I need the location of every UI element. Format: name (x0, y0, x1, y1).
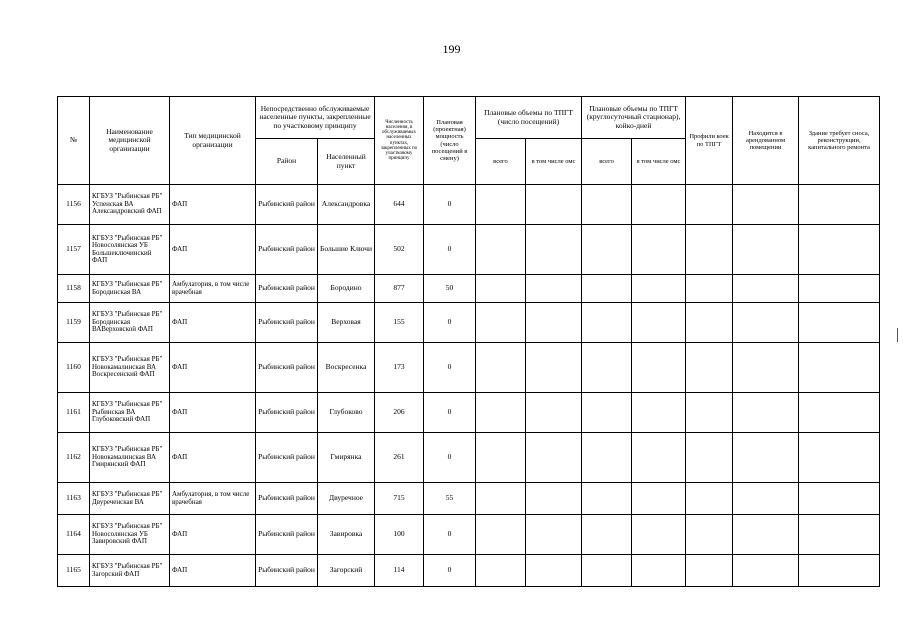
header-tpgt-hospital: Плановые объемы по ТПГТ (круглосуточный стационар), койко-дней (582, 97, 686, 139)
org-name-cell: КГБУЗ "Рыбинская РБ" Рыбинская ВА Глубоковский ФАП (90, 393, 170, 433)
header-org-type: Тип медицинской организации (170, 97, 256, 185)
hospital-total-cell (582, 433, 632, 483)
population-cell: 206 (375, 393, 424, 433)
header-org-name: Наименование медицинской организации (90, 97, 170, 185)
hospital-oms-cell (632, 515, 686, 555)
org-type-cell: ФАП (170, 225, 256, 275)
header-hospital-total: всего (582, 139, 632, 185)
org-name-cell: КГБУЗ "Рыбинская РБ" Бородинская ВА (90, 275, 170, 303)
visits-total-cell (476, 483, 526, 515)
beds-profile-cell (686, 393, 733, 433)
org-type-cell: ФАП (170, 303, 256, 343)
hospital-oms-cell (632, 303, 686, 343)
row-number: 1161 (58, 393, 90, 433)
beds-profile-cell (686, 225, 733, 275)
leased-cell (733, 393, 799, 433)
table-row (58, 433, 880, 483)
leased-cell (733, 225, 799, 275)
header-demolition: Здание требует сноса, реконструкции, капитального ремонта (799, 97, 880, 185)
hospital-total-cell (582, 393, 632, 433)
table-row (58, 393, 880, 433)
org-type-cell: Амбулатория, в том числе врачебная (170, 483, 256, 515)
population-cell: 173 (375, 343, 424, 393)
beds-profile-cell (686, 483, 733, 515)
header-no: № (58, 97, 90, 185)
leased-cell (733, 515, 799, 555)
visits-oms-cell (526, 433, 582, 483)
margin-mark (897, 328, 898, 342)
leased-cell (733, 483, 799, 515)
org-type-cell: ФАП (170, 555, 256, 587)
table-row (58, 303, 880, 343)
visits-total-cell (476, 185, 526, 225)
settlement-cell: Большие Ключи (318, 225, 375, 275)
population-cell: 715 (375, 483, 424, 515)
visits-oms-cell (526, 515, 582, 555)
table-row (58, 275, 880, 303)
capacity-cell: 0 (424, 303, 476, 343)
header-visits-oms: в том числе омс (526, 139, 582, 185)
visits-total-cell (476, 393, 526, 433)
visits-total-cell (476, 275, 526, 303)
district-cell: Рыбинский район (256, 393, 318, 433)
hospital-total-cell (582, 343, 632, 393)
beds-profile-cell (686, 515, 733, 555)
beds-profile-cell (686, 185, 733, 225)
table-row (58, 185, 880, 225)
demolition-cell (799, 225, 880, 275)
capacity-cell: 0 (424, 393, 476, 433)
population-cell: 644 (375, 185, 424, 225)
header-hospital-oms: в том числе омс (632, 139, 686, 185)
hospital-oms-cell (632, 225, 686, 275)
header-beds-profile: Профили коек по ТПГТ (686, 97, 733, 185)
leased-cell (733, 275, 799, 303)
visits-total-cell (476, 555, 526, 587)
hospital-total-cell (582, 483, 632, 515)
org-name-cell: КГБУЗ "Рыбинская РБ" Двуреченская ВА (90, 483, 170, 515)
demolition-cell (799, 343, 880, 393)
org-name-cell: КГБУЗ "Рыбинская РБ" Новосолянская УБ Завировский ФАП (90, 515, 170, 555)
visits-total-cell (476, 225, 526, 275)
leased-cell (733, 555, 799, 587)
row-number: 1165 (58, 555, 90, 587)
header-population: Численность населения, в обслуживаемых населенных пунктах, закрепленных по участковому принципу (375, 97, 424, 185)
district-cell: Рыбинский район (256, 185, 318, 225)
beds-profile-cell (686, 275, 733, 303)
org-type-cell: ФАП (170, 185, 256, 225)
leased-cell (733, 343, 799, 393)
visits-oms-cell (526, 555, 582, 587)
demolition-cell (799, 515, 880, 555)
org-type-cell: Амбулатория, в том числе врачебная (170, 275, 256, 303)
capacity-cell: 0 (424, 225, 476, 275)
beds-profile-cell (686, 433, 733, 483)
visits-oms-cell (526, 185, 582, 225)
settlement-cell: Верховая (318, 303, 375, 343)
visits-oms-cell (526, 225, 582, 275)
settlement-cell: Гмирянка (318, 433, 375, 483)
row-number: 1162 (58, 433, 90, 483)
settlement-cell: Воскресенка (318, 343, 375, 393)
header-visits-total: всего (476, 139, 526, 185)
header-settlement: Населенный пункт (318, 139, 375, 185)
settlement-cell: Завировка (318, 515, 375, 555)
settlement-cell: Двуречное (318, 483, 375, 515)
demolition-cell (799, 483, 880, 515)
hospital-total-cell (582, 225, 632, 275)
demolition-cell (799, 393, 880, 433)
table-row (58, 483, 880, 515)
leased-cell (733, 303, 799, 343)
hospital-oms-cell (632, 185, 686, 225)
leased-cell (733, 185, 799, 225)
settlement-cell: Глубоково (318, 393, 375, 433)
demolition-cell (799, 275, 880, 303)
header-district: Район (256, 139, 318, 185)
district-cell: Рыбинский район (256, 225, 318, 275)
org-name-cell: КГБУЗ "Рыбинская РБ" Загорский ФАП (90, 555, 170, 587)
visits-oms-cell (526, 343, 582, 393)
visits-total-cell (476, 515, 526, 555)
org-name-cell: КГБУЗ "Рыбинская РБ" Бородинская ВАВерховской ФАП (90, 303, 170, 343)
hospital-oms-cell (632, 555, 686, 587)
district-cell: Рыбинский район (256, 555, 318, 587)
org-name-cell: КГБУЗ "Рыбинская РБ" Новокамалинская ВА Гмирянский ФАП (90, 433, 170, 483)
row-number: 1160 (58, 343, 90, 393)
org-type-cell: ФАП (170, 515, 256, 555)
header-tpgt-visits: Плановые объемы по ТПГТ (число посещений) (476, 97, 582, 139)
row-number: 1158 (58, 275, 90, 303)
population-cell: 100 (375, 515, 424, 555)
demolition-cell (799, 555, 880, 587)
demolition-cell (799, 303, 880, 343)
hospital-total-cell (582, 555, 632, 587)
population-cell: 114 (375, 555, 424, 587)
hospital-oms-cell (632, 275, 686, 303)
visits-total-cell (476, 303, 526, 343)
capacity-cell: 0 (424, 515, 476, 555)
row-number: 1163 (58, 483, 90, 515)
header-leased: Находится в арендованном помещении (733, 97, 799, 185)
visits-oms-cell (526, 483, 582, 515)
demolition-cell (799, 185, 880, 225)
beds-profile-cell (686, 303, 733, 343)
population-cell: 502 (375, 225, 424, 275)
district-cell: Рыбинский район (256, 433, 318, 483)
org-name-cell: КГБУЗ "Рыбинская РБ" Новокамалинская ВА Воскресенский ФАП (90, 343, 170, 393)
settlement-cell: Александровка (318, 185, 375, 225)
district-cell: Рыбинский район (256, 515, 318, 555)
capacity-cell: 0 (424, 433, 476, 483)
capacity-cell: 55 (424, 483, 476, 515)
hospital-oms-cell (632, 433, 686, 483)
settlement-cell: Загорский (318, 555, 375, 587)
population-cell: 261 (375, 433, 424, 483)
hospital-oms-cell (632, 393, 686, 433)
table-row (58, 225, 880, 275)
table-row (58, 555, 880, 587)
row-number: 1157 (58, 225, 90, 275)
hospital-oms-cell (632, 343, 686, 393)
hospital-total-cell (582, 515, 632, 555)
visits-oms-cell (526, 275, 582, 303)
hospital-total-cell (582, 185, 632, 225)
header-served: Непосредственно обслуживаемые населенные пункты, закрепленные по участковому принципу (256, 97, 375, 139)
population-cell: 877 (375, 275, 424, 303)
hospital-total-cell (582, 303, 632, 343)
capacity-cell: 0 (424, 343, 476, 393)
district-cell: Рыбинский район (256, 275, 318, 303)
visits-total-cell (476, 433, 526, 483)
facilities-table (57, 96, 880, 587)
table-row (58, 515, 880, 555)
row-number: 1159 (58, 303, 90, 343)
visits-total-cell (476, 343, 526, 393)
org-type-cell: ФАП (170, 433, 256, 483)
hospital-oms-cell (632, 483, 686, 515)
org-name-cell: КГБУЗ "Рыбинская РБ" Успенская ВА Александровский ФАП (90, 185, 170, 225)
capacity-cell: 0 (424, 185, 476, 225)
row-number: 1156 (58, 185, 90, 225)
table-row (58, 343, 880, 393)
capacity-cell: 50 (424, 275, 476, 303)
district-cell: Рыбинский район (256, 303, 318, 343)
population-cell: 155 (375, 303, 424, 343)
org-name-cell: КГБУЗ "Рыбинская РБ" Новосолянская УБ Большеключинский ФАП (90, 225, 170, 275)
row-number: 1164 (58, 515, 90, 555)
beds-profile-cell (686, 555, 733, 587)
settlement-cell: Бородино (318, 275, 375, 303)
demolition-cell (799, 433, 880, 483)
visits-oms-cell (526, 393, 582, 433)
capacity-cell: 0 (424, 555, 476, 587)
visits-oms-cell (526, 303, 582, 343)
district-cell: Рыбинский район (256, 343, 318, 393)
header-capacity: Плановая (проектная) мощность (число посещений в смену) (424, 97, 476, 185)
beds-profile-cell (686, 343, 733, 393)
hospital-total-cell (582, 275, 632, 303)
org-type-cell: ФАП (170, 393, 256, 433)
district-cell: Рыбинский район (256, 483, 318, 515)
page-number: 199 (442, 42, 461, 56)
leased-cell (733, 433, 799, 483)
org-type-cell: ФАП (170, 343, 256, 393)
